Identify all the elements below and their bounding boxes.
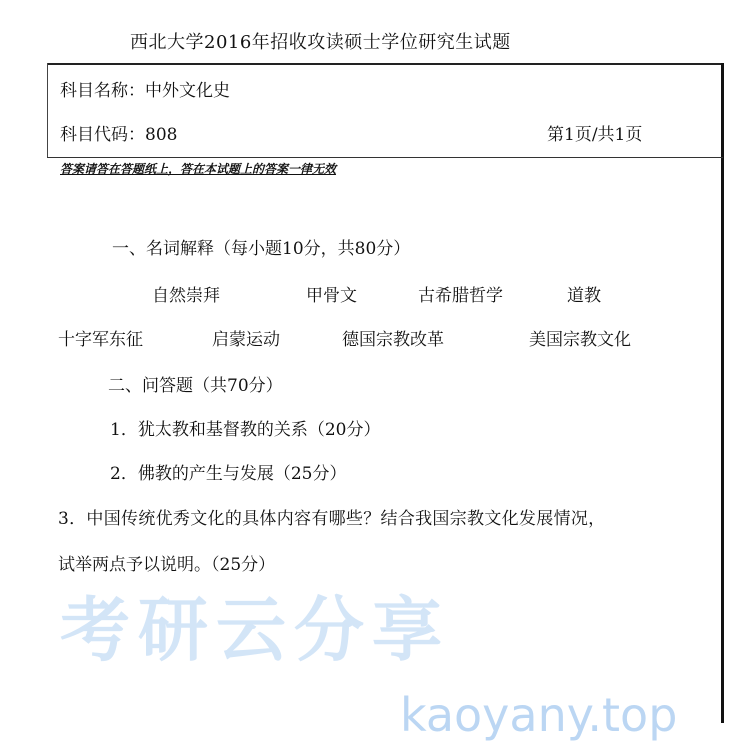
term-item: 启蒙运动 [212,330,280,350]
question-3-line1: 3．中国传统优秀文化的具体内容有哪些？结合我国宗教文化发展情况， [58,509,606,529]
answer-notice: 答案请答在答题纸上，答在本试题上的答案一律无效 [60,162,337,176]
exam-title: 西北大学2016年招收攻读硕士学位研究生试题 [130,32,511,53]
box-border-right [721,63,724,723]
term-item: 道教 [567,286,601,306]
box-border-left [47,63,48,158]
term-item: 德国宗教改革 [342,330,444,350]
term-item: 甲骨文 [306,286,357,306]
watermark-en: kaoyany.top [400,688,678,742]
subject-code: 科目代码：808 [60,125,178,145]
question-1: 1．犹太教和基督教的关系（20分） [110,420,381,440]
term-item: 十字军东征 [58,330,143,350]
subject-name: 科目名称：中外文化史 [60,81,230,101]
section2-heading: 二、问答题（共70分） [108,376,283,396]
term-item: 美国宗教文化 [529,330,631,350]
page-info: 第1页/共1页 [547,125,643,145]
question-2: 2．佛教的产生与发展（25分） [110,464,347,484]
box-divider [47,157,723,158]
watermark-cn: 考研云分享 [60,589,450,671]
section1-heading: 一、名词解释（每小题10分，共80分） [112,239,411,259]
term-item: 古希腊哲学 [418,286,503,306]
term-item: 自然崇拜 [152,286,220,306]
question-3-line2: 试举两点予以说明。（25分） [58,555,276,575]
box-border-top [47,63,723,65]
